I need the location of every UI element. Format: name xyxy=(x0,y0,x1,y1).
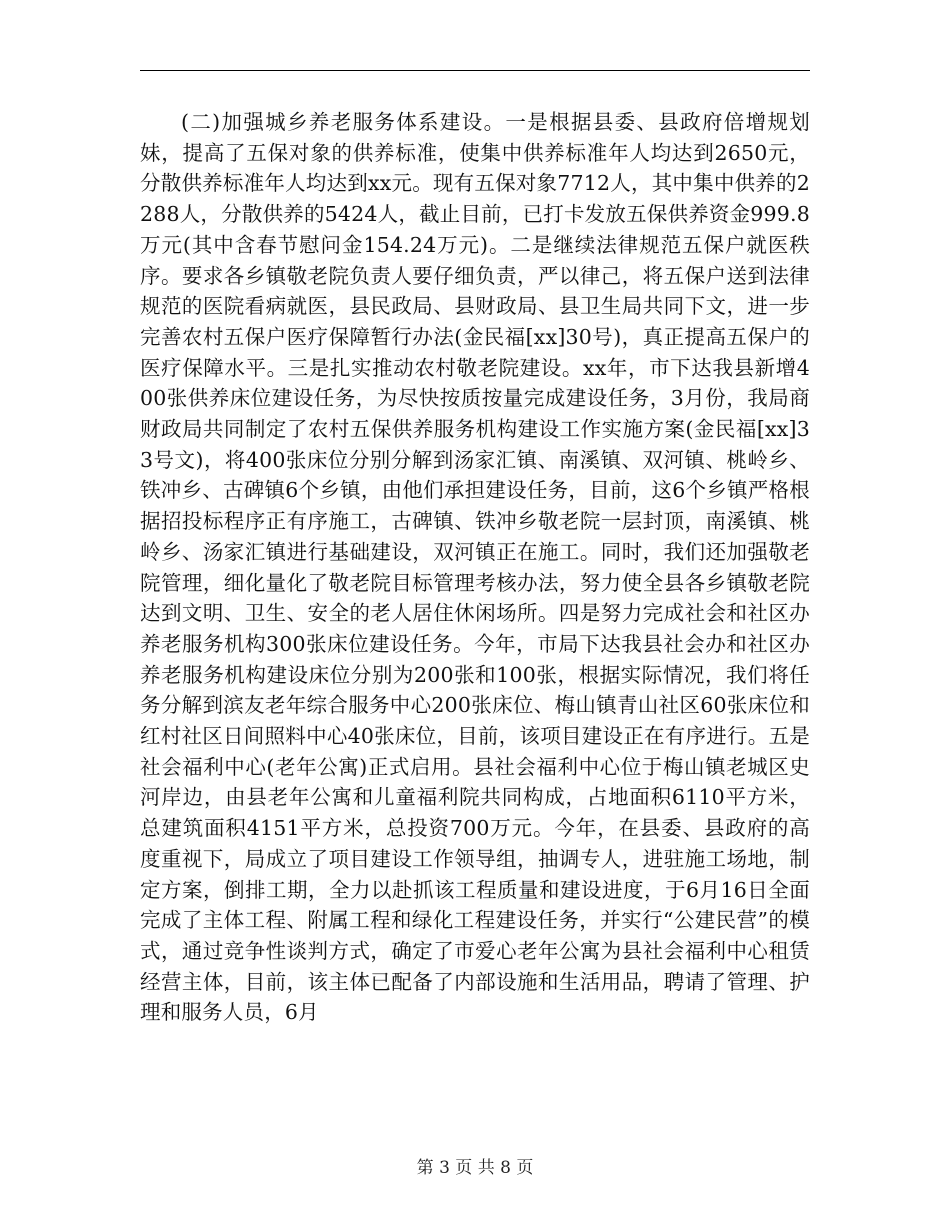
page-number-footer: 第 3 页 共 8 页 xyxy=(416,1158,534,1178)
header-rule xyxy=(140,70,810,71)
body-paragraph: (二)加强城乡养老服务体系建设。一是根据县委、县政府倍增规划妹，提高了五保对象的供养标准，使集中供养标准年人均达到2650元，分散供养标准年人均达到xx元。现有五保对象7712人，其中集中供养的2288人，分散供养的5424人，截止目前，已打卡发放五保供养资金999.8万元(其中含春节慰问金154.24万元)。二是继续法律规范五保户就医秩序。要求各乡镇敬老院负责人要仔细负责，严以律己，将五保户送到法律规范的医院看病就医，县民政局、县财政局、县卫生局共同下文，进一步完善农村五保户医疗保障暂行办法(金民福[xx]30号)，真正提高五保户的医疗保障水平。三是扎实推动农村敬老院建设。xx年，市下达我县新增400张供养床位建设任务，为尽快按质按量完成建设任务，3月份，我局商财政局共同制定了农村五保供养服务机构建设工作实施方案(金民福[xx]33号文)，将400张床位分别分解到汤家汇镇、南溪镇、双河镇、桃岭乡、铁冲乡、古碑镇6个乡镇，由他们承担建设任务，目前，这6个乡镇严格根据招投标程序正有序施工，古碑镇、铁冲乡敬老院一层封顶，南溪镇、桃岭乡、汤家汇镇进行基础建设，双河镇正在施工。同时，我们还加强敬老院管理，细化量化了敬老院目标管理考核办法，努力使全县各乡镇敬老院达到文明、卫生、安全的老人居住休闲场所。四是努力完成社会和社区办养老服务机构300张床位建设任务。今年，市局下达我县社会办和社区办养老服务机构建设床位分别为200张和100张，根据实际情况，我们将任务分解到滨友老年综合服务中心200张床位、梅山镇青山社区60张床位和红村社区日间照料中心40张床位，目前，该项目建设正在有序进行。五是社会福利中心(老年公寓)正式启用。县社会福利中心位于梅山镇老城区史河岸边，由县老年公寓和儿童福利院共同构成，占地面积6110平方米，总建筑面积4151平方米，总投资700万元。今年，在县委、县政府的高度重视下，局成立了项目建设工作领导组，抽调专人，进驻施工场地，制定方案，倒排工期，全力以赴抓该工程质量和建设进度，于6月16日全面完成了主体工程、附属工程和绿化工程建设任务，并实行“公建民营”的模式，通过竞争性谈判方式，确定了市爱心老年公寓为县社会福利中心租赁经营主体，目前，该主体已配备了内部设施和生活用品，聘请了管理、护理和服务人员，6月 xyxy=(140,110,810,1025)
